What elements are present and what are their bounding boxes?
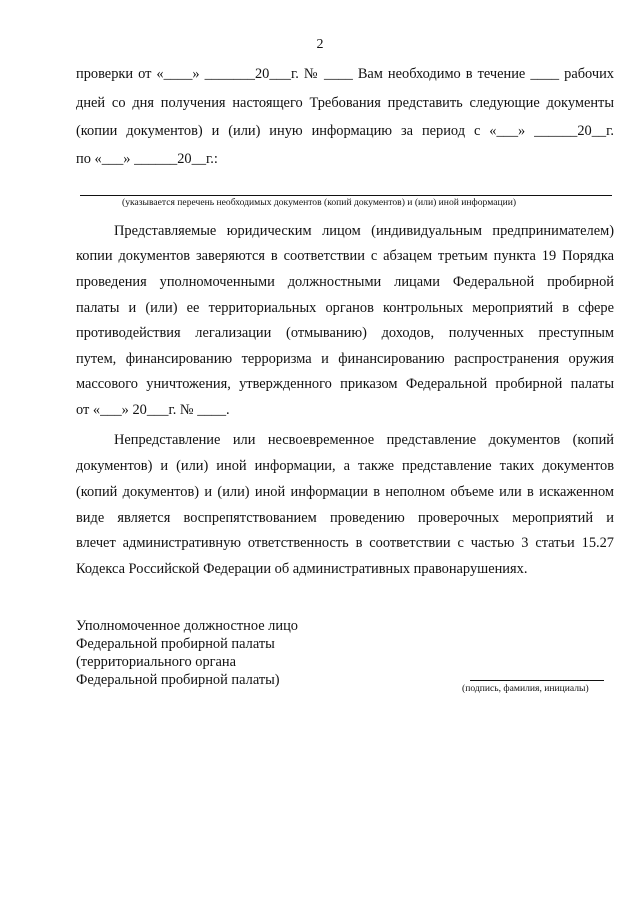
request-line: проверки от «____» _______20___г. № ____ Вам необходимо в течение ____ рабочих (76, 66, 614, 82)
paragraph-line: Кодекса Российской Федерации об административных правонарушениях. (76, 561, 528, 577)
paragraph-line: проведения уполномоченными должностными лицами Федеральной пробирной (76, 274, 614, 290)
signatory-line: (территориального органа (76, 654, 237, 670)
signature-caption: (подпись, фамилия, инициалы) (462, 683, 589, 694)
paragraph-line: путем, финансированию терроризма и финансированию распространения оружия (76, 351, 614, 367)
page-number: 2 (316, 37, 324, 52)
paragraph-line: противодействия легализации (отмыванию) доходов, полученных преступным (76, 325, 614, 341)
paragraph-line: документов) и (или) иной информации, а также представление таких документов (76, 458, 614, 474)
request-line: дней со дня получения настоящего Требования представить следующие документы (76, 95, 614, 111)
request-line: по «___» ______20__г.: (76, 151, 218, 167)
paragraph-line: массового уничтожения, утвержденного приказом Федеральной пробирной палаты (76, 376, 614, 392)
paragraph-line: виде является воспрепятствованием проведению проверочных мероприятий и (76, 510, 614, 526)
signatory-line: Уполномоченное должностное лицо (76, 618, 298, 634)
documents-list-caption: (указывается перечень необходимых документов (копий документов) и (или) иной информации) (122, 197, 517, 208)
paragraph-line: от «___» 20___г. № ____. (76, 402, 230, 418)
documents-list-rule (80, 195, 612, 196)
paragraph-line: копии документов заверяются в соответствии с абзацем третьим пункта 19 Порядка (76, 248, 614, 264)
signatory-line: Федеральной пробирной палаты (76, 636, 275, 652)
signature-rule (470, 680, 604, 681)
paragraph-line: Непредставление или несвоевременное представление документов (копий (114, 432, 614, 448)
signatory-line: Федеральной пробирной палаты) (76, 672, 280, 688)
request-line: (копии документов) и (или) иную информацию за период с «___» ______20__г. (76, 123, 614, 139)
paragraph-line: (копий документов) и (или) иной информации в неполном объеме или в искаженном (76, 484, 614, 500)
paragraph-line: палаты и (или) ее территориальных органов контрольных мероприятий в сфере (76, 300, 614, 316)
paragraph-line: Представляемые юридическим лицом (индивидуальным предпринимателем) (114, 223, 614, 239)
paragraph-line: влечет административную ответственность в соответствии с частью 3 статьи 15.27 (76, 535, 614, 551)
